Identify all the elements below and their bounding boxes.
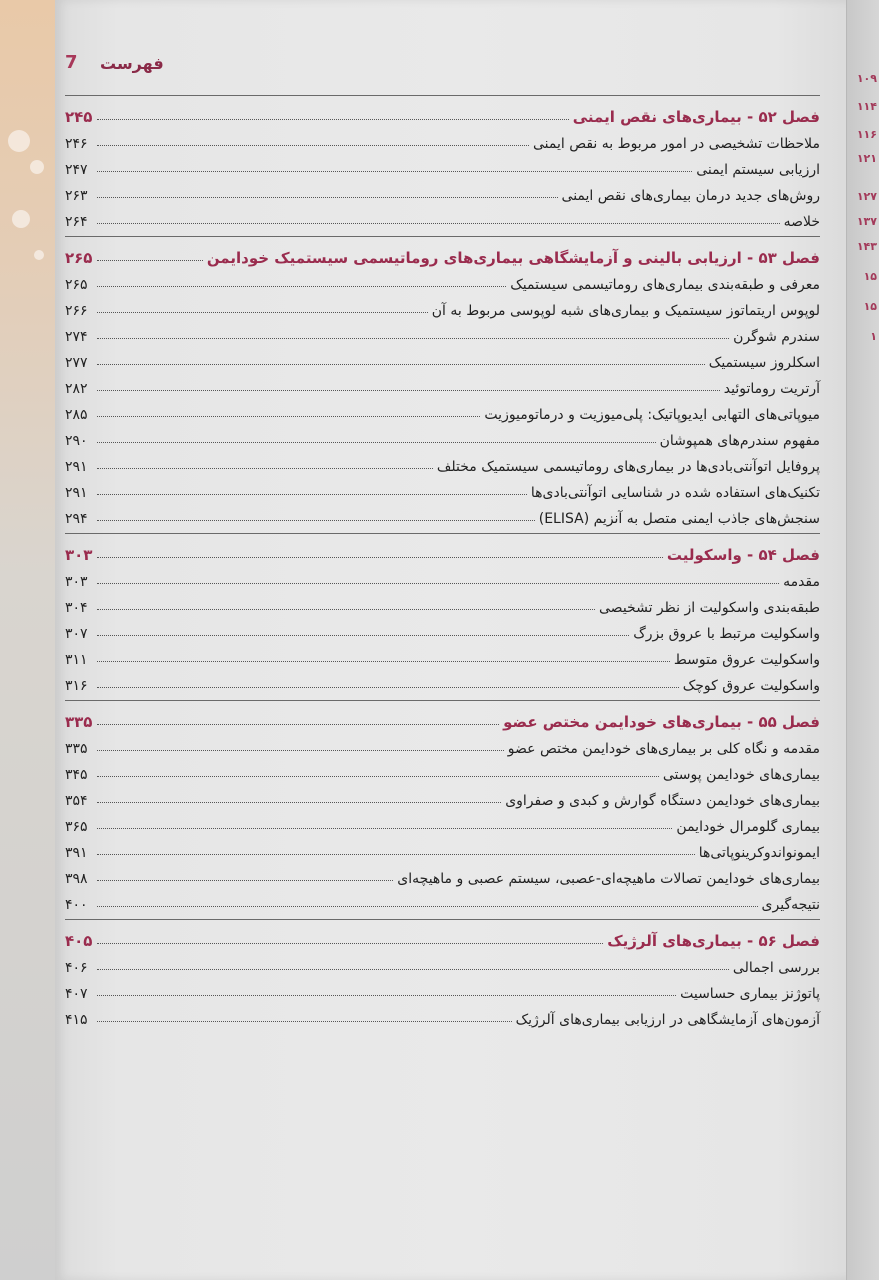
dot-leader <box>97 828 672 829</box>
toc-entry[interactable] <box>65 449 820 475</box>
dot-leader <box>97 724 499 725</box>
toc-entry[interactable] <box>65 950 820 976</box>
entry-title: واسکولیت مرتبط با عروق بزرگ <box>633 626 820 642</box>
entry-page-number: ۲۴۶ <box>65 136 88 152</box>
toc-chapter <box>65 95 820 230</box>
entry-page-number: ۳۵۴ <box>65 793 88 809</box>
toc-entry[interactable] <box>65 475 820 501</box>
margin-number: ۱۱۴ <box>856 100 877 113</box>
margin-number: ۱۵ <box>863 300 877 313</box>
toc-entry[interactable] <box>65 1002 820 1028</box>
entry-title: سنجش‌های جاذب ایمنی متصل به آنزیم (ELISA) <box>538 511 820 527</box>
entry-page-number: ۴۰۷ <box>65 986 88 1002</box>
entry-title: پروفایل اتوآنتی‌بادی‌ها در بیماری‌های روماتیسمی سیستمیک مختلف <box>436 459 820 475</box>
entry-title: واسکولیت عروق متوسط <box>673 652 820 668</box>
toc-entry[interactable] <box>65 564 820 590</box>
toc-entry[interactable] <box>65 642 820 668</box>
dot-leader <box>97 995 676 996</box>
toc-entry[interactable] <box>65 809 820 835</box>
toc-entry[interactable] <box>65 757 820 783</box>
dot-leader <box>97 520 535 521</box>
entry-page-number: ۳۰۴ <box>65 600 88 616</box>
dot-leader <box>97 609 595 610</box>
dot-leader <box>97 557 663 558</box>
margin-number: ۱۰۹ <box>856 72 877 85</box>
dot-leader <box>97 197 558 198</box>
entry-page-number: ۳۱۶ <box>65 678 88 694</box>
toc-chapter <box>65 236 820 527</box>
entry-title: لوپوس اریتماتوز سیستمیک و بیماری‌های شبه لوپوسی مربوط به آن <box>431 303 820 319</box>
entry-page-number: ۳۹۱ <box>65 845 88 861</box>
entry-title: ملاحظات تشخیصی در امور مربوط به نقص ایمنی <box>532 136 820 152</box>
dot-leader <box>97 969 729 970</box>
adjacent-page-edge <box>846 0 879 1280</box>
dot-leader <box>97 687 679 688</box>
dot-leader <box>97 468 433 469</box>
entry-page-number: ۳۴۵ <box>65 767 88 783</box>
entry-page-number: ۲۹۱ <box>65 485 88 501</box>
entry-title: خلاصه <box>783 214 820 230</box>
entry-title: بیماری‌های خودایمن دستگاه گوارش و کبدی و صفراوی <box>505 793 820 809</box>
page-header <box>65 50 840 80</box>
dot-leader <box>97 286 506 287</box>
dot-leader <box>97 442 656 443</box>
toc-entry[interactable] <box>65 616 820 642</box>
chapter-title: فصل ۵۴ - واسکولیت <box>666 546 820 564</box>
toc-entry[interactable] <box>65 590 820 616</box>
toc-entry[interactable] <box>65 204 820 230</box>
margin-number: ۱۴۳ <box>856 240 877 253</box>
entry-title: سندرم شوگرن <box>733 329 820 345</box>
dot-leader <box>97 145 529 146</box>
toc-entry[interactable] <box>65 293 820 319</box>
toc-entry[interactable] <box>65 783 820 809</box>
entry-title: آزمون‌های آزمایشگاهی در ارزیابی بیماری‌های آلرژیک <box>515 1012 820 1028</box>
dot-leader <box>97 1021 512 1022</box>
toc-chapter <box>65 533 820 694</box>
entry-page-number: ۲۷۴ <box>65 329 88 345</box>
dot-leader <box>97 260 203 261</box>
dot-leader <box>97 906 758 907</box>
toc-entry[interactable] <box>65 976 820 1002</box>
left-decorative-edge <box>0 0 60 1280</box>
dot-leader <box>97 776 659 777</box>
table-of-contents <box>65 95 820 1028</box>
entry-title: اسکلروز سیستمیک <box>708 355 820 371</box>
toc-entry[interactable] <box>65 267 820 293</box>
chapter-title: فصل ۵۳ - ارزیابی بالینی و آزمایشگاهی بیماری‌های روماتیسمی سیستمیک خودایمن <box>206 249 820 267</box>
dot-leader <box>97 943 603 944</box>
entry-title: بررسی اجمالی <box>732 960 820 976</box>
entry-title: آرتریت روماتوئید <box>723 381 820 397</box>
toc-entry[interactable] <box>65 126 820 152</box>
dot-leader <box>97 416 480 417</box>
entry-page-number: ۲۹۰ <box>65 433 88 449</box>
entry-page-number: ۲۶۳ <box>65 188 88 204</box>
entry-title: مفهوم سندرم‌های همپوشان <box>659 433 820 449</box>
margin-number: ۱۱۶ <box>856 128 877 141</box>
dot-leader <box>97 583 779 584</box>
margin-number: ۱۳۷ <box>856 215 877 228</box>
entry-title: معرفی و طبقه‌بندی بیماری‌های روماتیسمی سیستمیک <box>510 277 820 293</box>
dot-leader <box>97 338 729 339</box>
toc-chapter <box>65 700 820 913</box>
dot-leader <box>97 171 692 172</box>
entry-page-number: ۲۸۵ <box>65 407 88 423</box>
entry-page-number: ۲۸۲ <box>65 381 88 397</box>
entry-title: بیماری‌های خودایمن تصالات ماهیچه‌ای-عصبی، سیستم عصبی و ماهیچه‌ای <box>397 871 820 887</box>
entry-page-number: ۳۹۸ <box>65 871 88 887</box>
entry-page-number: ۲۴۷ <box>65 162 88 178</box>
entry-title: مقدمه و نگاه کلی بر بیماری‌های خودایمن مختص عضو <box>507 741 820 757</box>
toc-entry[interactable] <box>65 319 820 345</box>
chapter-title: فصل ۵۶ - بیماری‌های آلرژیک <box>607 932 820 950</box>
toc-entry[interactable] <box>65 345 820 371</box>
chapter-page-number: ۲۴۵ <box>65 108 93 126</box>
toc-entry[interactable] <box>65 835 820 861</box>
entry-page-number: ۲۹۴ <box>65 511 88 527</box>
page-title: فهرست <box>100 54 164 73</box>
toc-entry[interactable] <box>65 668 820 694</box>
entry-page-number: ۴۱۵ <box>65 1012 88 1028</box>
entry-page-number: ۲۹۱ <box>65 459 88 475</box>
entry-title: میوپاتی‌های التهابی ایدیوپاتیک: پلی‌میوزیت و درماتومیوزیت <box>484 407 820 423</box>
toc-entry[interactable] <box>65 371 820 397</box>
chapter-heading[interactable] <box>65 703 820 731</box>
entry-page-number: ۲۶۶ <box>65 303 88 319</box>
dot-leader <box>97 802 501 803</box>
entry-title: واسکولیت عروق کوچک <box>682 678 820 694</box>
dot-leader <box>97 390 720 391</box>
entry-page-number: ۴۰۶ <box>65 960 88 976</box>
entry-page-number: ۲۷۷ <box>65 355 88 371</box>
chapter-heading[interactable] <box>65 239 820 267</box>
margin-number: ۱۵ <box>863 270 877 283</box>
dot-leader <box>97 750 504 751</box>
entry-page-number: ۴۰۰ <box>65 897 88 913</box>
entry-title: تکنیک‌های استفاده شده در شناسایی اتوآنتی‌بادی‌ها <box>530 485 820 501</box>
toc-entry[interactable] <box>65 178 820 204</box>
chapter-page-number: ۳۰۳ <box>65 546 93 564</box>
entry-page-number: ۳۰۷ <box>65 626 88 642</box>
chapter-page-number: ۲۶۵ <box>65 249 93 267</box>
dot-leader <box>97 364 705 365</box>
entry-title: نتیجه‌گیری <box>761 897 820 913</box>
margin-number: ۱۲۷ <box>856 190 877 203</box>
dot-leader <box>97 854 695 855</box>
dot-leader <box>97 635 629 636</box>
entry-title: طبقه‌بندی واسکولیت از نظر تشخیصی <box>599 600 820 616</box>
entry-page-number: ۳۶۵ <box>65 819 88 835</box>
entry-page-number: ۲۶۵ <box>65 277 88 293</box>
entry-title: ارزیابی سیستم ایمنی <box>696 162 820 178</box>
entry-title: روش‌های جدید درمان بیماری‌های نقص ایمنی <box>561 188 820 204</box>
entry-title: بیماری گلومرال خودایمن <box>676 819 820 835</box>
entry-title: مقدمه <box>783 574 820 590</box>
toc-entry[interactable] <box>65 501 820 527</box>
margin-number: ۱۲۱ <box>856 152 877 165</box>
dot-leader <box>97 661 670 662</box>
chapter-title: فصل ۵۵ - بیماری‌های خودایمن مختص عضو <box>503 713 820 731</box>
toc-entry[interactable] <box>65 731 820 757</box>
entry-page-number: ۳۱۱ <box>65 652 88 668</box>
chapter-page-number: ۴۰۵ <box>65 932 93 950</box>
toc-entry[interactable] <box>65 861 820 887</box>
toc-entry[interactable] <box>65 152 820 178</box>
chapter-heading[interactable] <box>65 98 820 126</box>
toc-entry[interactable] <box>65 887 820 913</box>
toc-entry[interactable] <box>65 397 820 423</box>
dot-leader <box>97 494 527 495</box>
entry-title: پاتوژنز بیماری حساسیت <box>680 986 820 1002</box>
entry-page-number: ۲۶۴ <box>65 214 88 230</box>
entry-page-number: ۳۰۳ <box>65 574 88 590</box>
dot-leader <box>97 880 393 881</box>
chapter-page-number: ۳۳۵ <box>65 713 93 731</box>
toc-entry[interactable] <box>65 423 820 449</box>
entry-title: بیماری‌های خودایمن پوستی <box>662 767 820 783</box>
margin-number: ۱ <box>870 330 877 343</box>
entry-page-number: ۳۳۵ <box>65 741 88 757</box>
page-number: 7 <box>65 52 78 73</box>
chapter-title: فصل ۵۲ - بیماری‌های نقص ایمنی <box>572 108 820 126</box>
dot-leader <box>97 119 569 120</box>
entry-title: ایمونواندوکرینوپاتی‌ها <box>698 845 820 861</box>
chapter-heading[interactable] <box>65 922 820 950</box>
dot-leader <box>97 223 780 224</box>
toc-chapter <box>65 919 820 1028</box>
chapter-heading[interactable] <box>65 536 820 564</box>
dot-leader <box>97 312 428 313</box>
